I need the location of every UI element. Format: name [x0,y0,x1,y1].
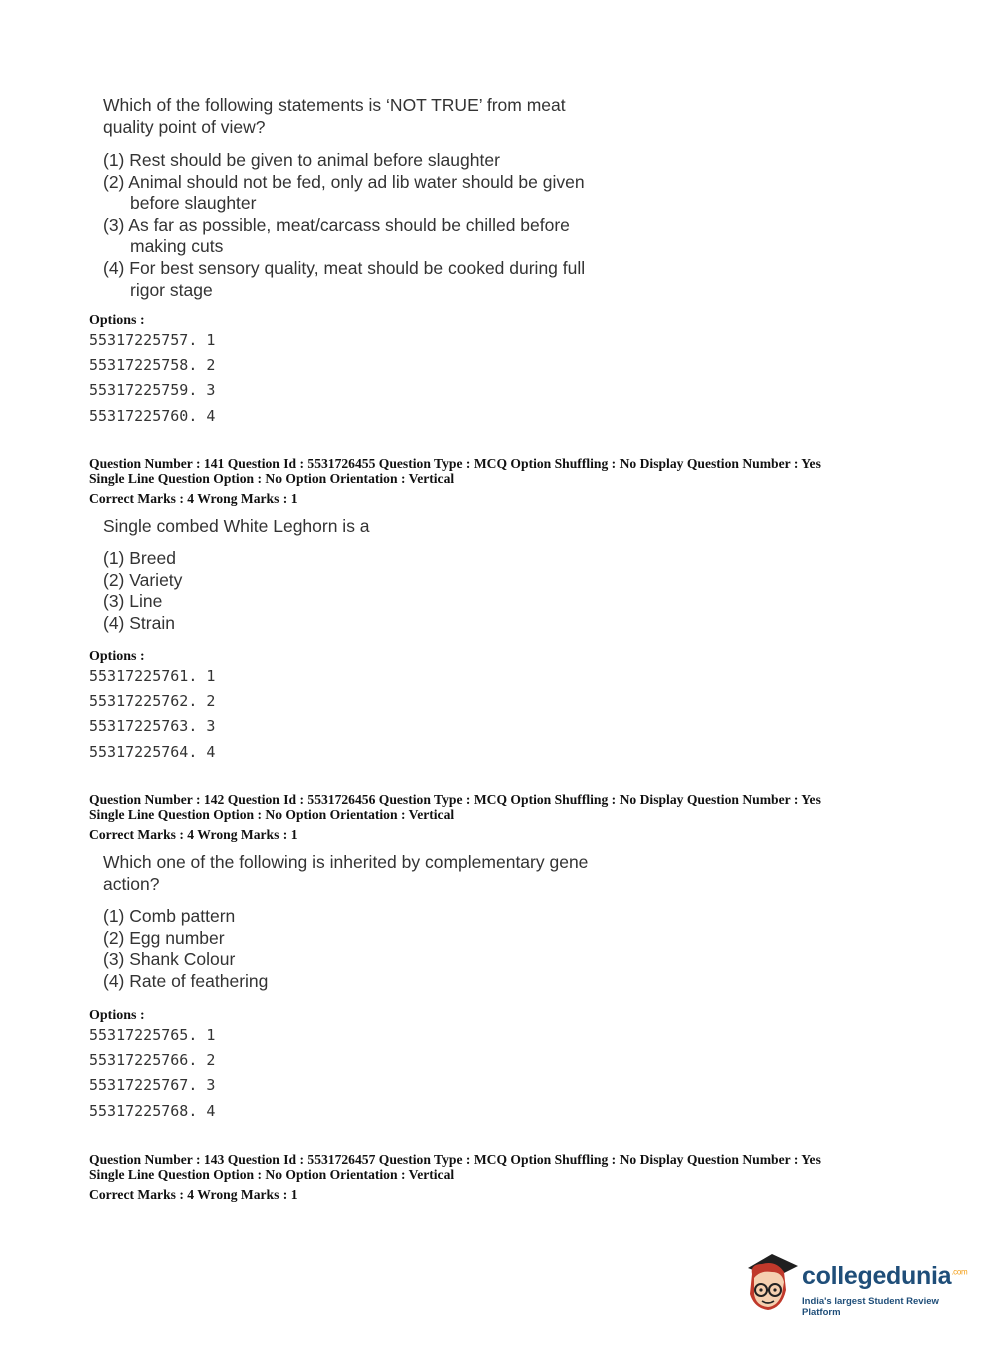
option-id: 55317225763. 3 [89,717,216,736]
choice-4: (4) Strain [103,612,175,633]
meta-line: Single Line Question Option : No Option Orientation : Vertical [89,806,455,822]
choice-2: (2) Egg number [103,927,225,948]
logo-suffix: .com [951,1267,968,1277]
marks-line: Correct Marks : 4 Wrong Marks : 1 [89,491,298,506]
option-id: 55317225764. 4 [89,742,216,761]
stem-line: quality point of view? [103,116,266,137]
question-141-meta [89,457,919,507]
option-id-list [89,1023,215,1124]
options-label: Options : [89,649,145,664]
choice-3: (3) As far as possible, meat/carcass should be chilled before making cuts [103,214,570,257]
meta-line: Single Line Question Option : No Option Orientation : Vertical [89,470,455,486]
choice-1: (1) Comb pattern [103,906,236,926]
stem-line: Single combed White Leghorn is a [103,516,370,536]
question-142-choices [103,906,623,992]
option-id: 55317225768. 4 [89,1101,216,1120]
option-id: 55317225765. 1 [89,1026,216,1044]
choice-2: (2) Variety [103,569,183,590]
meta-line: Single Line Question Option : No Option Orientation : Vertical [89,1166,455,1182]
stem-line: Which one of the following is inherited by complementary gene [103,852,589,872]
option-id-list [89,664,215,765]
option-id: 55317225757. 1 [89,331,216,349]
question-142-stem [103,852,623,895]
choice-3: (3) Line [103,591,163,612]
question-141-stem [103,516,623,538]
option-id: 55317225761. 1 [89,667,216,685]
options-label: Options : [89,313,145,328]
logo-name: collegedunia [802,1262,952,1290]
question-140-choices [103,150,623,301]
option-id: 55317225766. 2 [89,1051,216,1070]
meta-line: Question Number : 143 Question Id : 5531726457 Question Type : MCQ Option Shuffling : No Display Question Number : Yes [89,1152,821,1167]
choice-1: (1) Breed [103,548,176,568]
choice-3: (3) Shank Colour [103,949,236,970]
stem-line: Which of the following statements is ‘NOT TRUE’ from meat [103,95,566,115]
logo-tagline: India's largest Student Review Platform [802,1296,939,1318]
question-140-stem [103,95,623,138]
stem-line: action? [103,873,160,894]
option-id: 55317225762. 2 [89,692,216,711]
choice-2: (2) Animal should not be fed, only ad lib water should be given before slaughter [103,171,585,214]
question-143-meta [89,1153,919,1203]
option-id: 55317225758. 2 [89,356,216,375]
option-id: 55317225767. 3 [89,1076,216,1095]
question-142-meta [89,793,919,843]
marks-line: Correct Marks : 4 Wrong Marks : 1 [89,1187,298,1202]
mascot-icon [742,1250,802,1320]
collegedunia-logo [742,1250,972,1320]
meta-line: Question Number : 142 Question Id : 5531726456 Question Type : MCQ Option Shuffling : No Display Question Number : Yes [89,792,821,807]
marks-line: Correct Marks : 4 Wrong Marks : 1 [89,827,298,842]
question-141-choices [103,548,623,634]
logo-wordmark [802,1262,967,1291]
options-label: Options : [89,1008,145,1023]
meta-line: Question Number : 141 Question Id : 5531726455 Question Type : MCQ Option Shuffling : No Display Question Number : Yes [89,456,821,471]
choice-4: (4) Rate of feathering [103,970,269,991]
choice-4: (4) For best sensory quality, meat should be cooked during full rigor stage [103,257,586,300]
option-id-list [89,328,215,429]
option-id: 55317225759. 3 [89,381,216,400]
option-id: 55317225760. 4 [89,406,216,425]
choice-1: (1) Rest should be given to animal before slaughter [103,150,500,170]
